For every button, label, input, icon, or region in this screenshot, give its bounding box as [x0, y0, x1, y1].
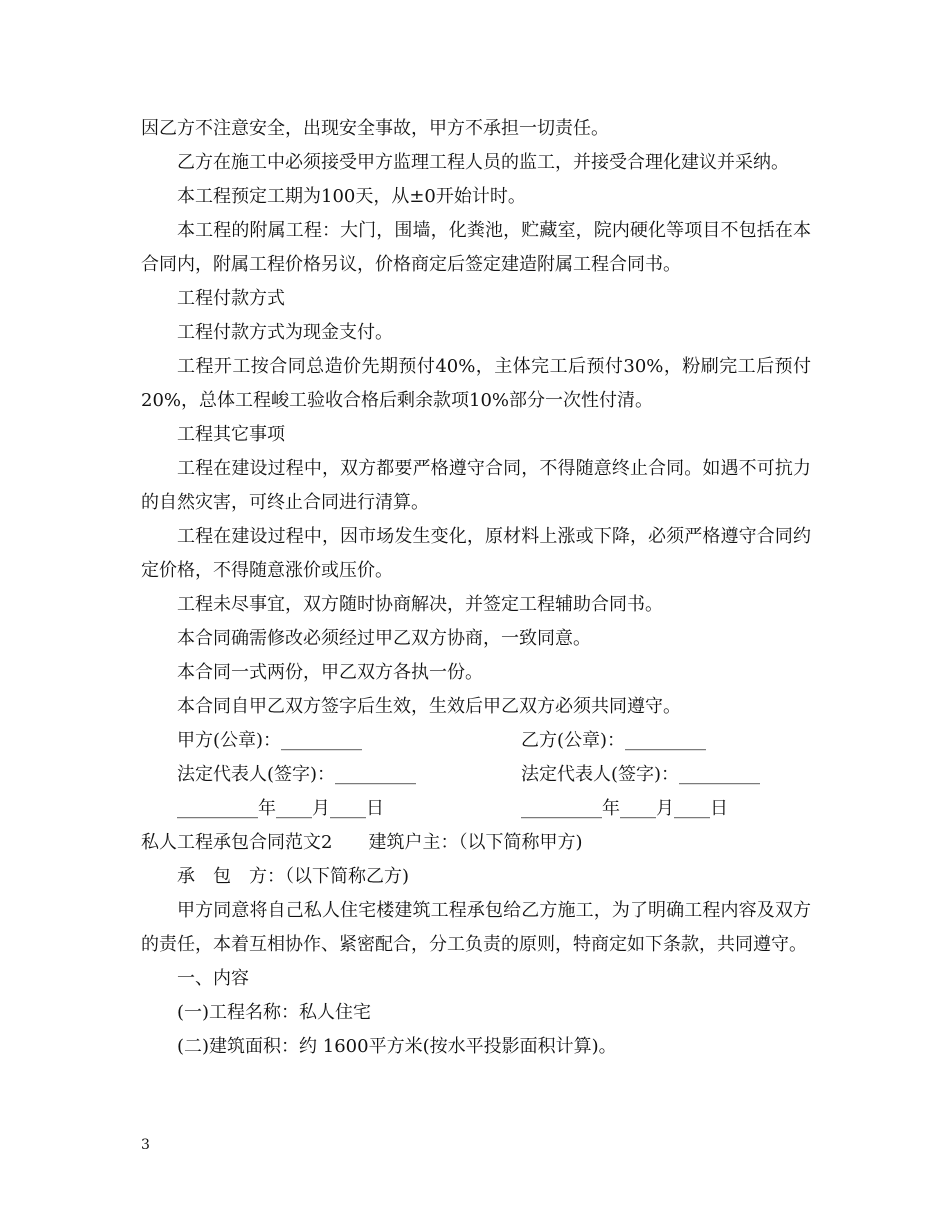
paragraph: 本工程的附属工程：大门，围墙，化粪池，贮藏室，院内硬化等项目不包括在本合同内，附属工程价格另议，价格商定后签定建造附属工程合同书。 — [141, 220, 811, 275]
paragraph: 乙方在施工中必须接受甲方监理工程人员的监工，并接受合理化建议并采纳。 — [177, 152, 789, 173]
paragraph-group-bottom — [141, 826, 811, 1064]
party-b-representative-line: 法定代表人(签字)：_________ — [521, 764, 761, 785]
paragraph: 工程未尽事宜，双方随时协商解决，并签定工程辅助合同书。 — [177, 594, 663, 615]
paragraph: 因乙方不注意安全，出现安全事故，甲方不承担一切责任。 — [141, 118, 609, 139]
paragraph: 一、内容 — [177, 968, 249, 989]
party-b-date-line: _________年____月____日 — [521, 798, 728, 819]
party-a-seal-line: 甲方(公章)：_________ — [177, 730, 363, 751]
paragraph: 本工程预定工期为100天，从±0开始计时。 — [177, 186, 526, 207]
paragraph: (二)建筑面积：约 1600平方米(按水平投影面积计算)。 — [177, 1036, 617, 1057]
party-a-representative-line: 法定代表人(签字)：_________ — [177, 764, 417, 785]
paragraph: 本合同自甲乙双方签字后生效，生效后甲乙双方必须共同遵守。 — [177, 696, 681, 717]
document-body — [141, 112, 811, 1064]
page-number: 3 — [141, 1137, 150, 1153]
paragraph: 私人工程承包合同范文2 建筑户主：（以下简称甲方) — [141, 832, 583, 853]
paragraph: 工程在建设过程中，双方都要严格遵守合同，不得随意终止合同。如遇不可抗力的自然灾害，可终止合同进行清算。 — [141, 458, 811, 513]
paragraph: 工程在建设过程中，因市场发生变化，原材料上涨或下降，必须严格遵守合同约定价格，不得随意涨价或压价。 — [141, 526, 811, 581]
party-a-date-line: _________年____月____日 — [177, 798, 384, 819]
paragraph: 本合同一式两份，甲乙双方各执一份。 — [177, 662, 483, 683]
signature-row-date — [141, 792, 811, 826]
paragraph: 工程付款方式为现金支付。 — [177, 322, 393, 343]
paragraph: 本合同确需修改必须经过甲乙双方协商，一致同意。 — [177, 628, 591, 649]
paragraph-group-top — [141, 112, 811, 724]
paragraph: (一)工程名称：私人住宅 — [177, 1002, 372, 1023]
paragraph: 工程其它事项 — [177, 424, 285, 445]
paragraph: 承 包 方：（以下简称乙方) — [177, 866, 410, 887]
paragraph: 甲方同意将自己私人住宅楼建筑工程承包给乙方施工，为了明确工程内容及双方的责任，本着互相协作、紧密配合，分工负责的原则，特商定如下条款，共同遵守。 — [141, 900, 811, 955]
party-b-seal-line: 乙方(公章)：_________ — [521, 730, 707, 751]
signature-row-representative — [141, 758, 811, 792]
signature-row-seal — [141, 724, 811, 758]
paragraph: 工程付款方式 — [177, 288, 285, 309]
paragraph: 工程开工按合同总造价先期预付40%，主体完工后预付30%，粉刷完工后预付20%，总体工程峻工验收合格后剩余款项10%部分一次性付清。 — [141, 356, 811, 411]
